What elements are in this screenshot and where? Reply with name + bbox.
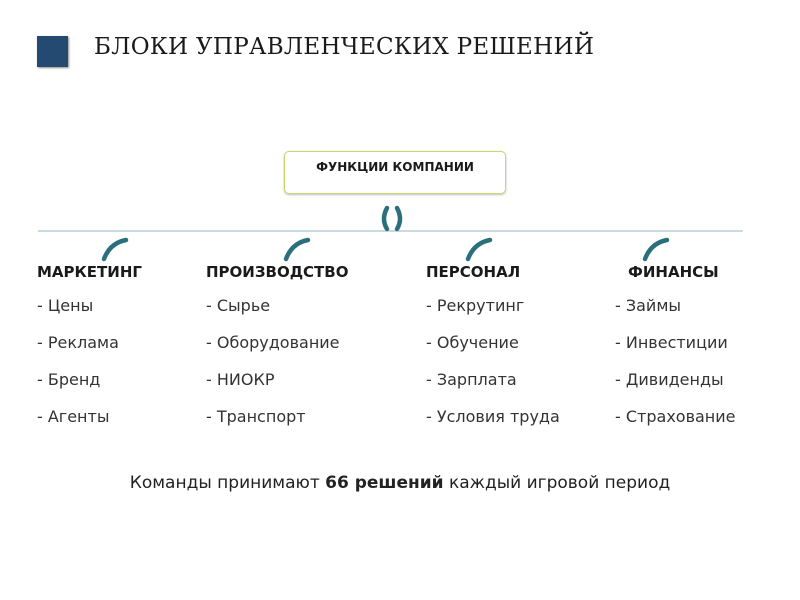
list-item: - Зарплата [426, 370, 517, 389]
list-item: - Транспорт [206, 407, 306, 426]
column-item-list [37, 296, 142, 444]
list-item: - Цены [37, 296, 94, 315]
column-marketing [37, 262, 142, 444]
list-item: - Дивиденды [615, 370, 724, 389]
company-functions-label: ФУНКЦИИ КОМПАНИИ [316, 160, 474, 174]
connector-arc-personnel [468, 240, 490, 259]
column-personnel [426, 262, 560, 444]
connector-arc-production [286, 240, 308, 259]
list-item: - НИОКР [206, 370, 275, 389]
footer-decisions-count: 66 решений [325, 473, 444, 493]
column-heading: ФИНАНСЫ [628, 263, 719, 281]
column-item-list [426, 296, 560, 444]
column-heading: ПЕРСОНАЛ [426, 263, 521, 281]
connector-hook-left [384, 208, 387, 229]
list-item: - Агенты [37, 407, 110, 426]
list-item: - Рекрутинг [426, 296, 525, 315]
list-item: - Реклама [37, 333, 119, 352]
decisions-footer [0, 473, 800, 493]
list-item: - Бренд [37, 370, 101, 389]
page-title: БЛОКИ УПРАВЛЕНЧЕСКИХ РЕШЕНИЙ [94, 34, 595, 60]
column-finance [615, 262, 736, 444]
list-item: - Займы [615, 296, 682, 315]
connector-arc-marketing [104, 240, 126, 259]
connector-hook-right [397, 208, 400, 229]
list-item: - Инвестиции [615, 333, 728, 352]
footer-text-after: каждый игровой период [443, 473, 671, 493]
footer-text-before: Команды принимают [129, 473, 326, 493]
list-item: - Условия труда [426, 407, 560, 426]
list-item: - Сырье [206, 296, 271, 315]
column-item-list [206, 296, 348, 444]
column-production [206, 262, 348, 444]
connector-arc-finance [645, 240, 667, 259]
list-item: - Страхование [615, 407, 736, 426]
column-heading: МАРКЕТИНГ [37, 263, 142, 281]
list-item: - Оборудование [206, 333, 340, 352]
column-heading: ПРОИЗВОДСТВО [206, 263, 349, 281]
column-item-list [615, 296, 736, 444]
list-item: - Обучение [426, 333, 519, 352]
